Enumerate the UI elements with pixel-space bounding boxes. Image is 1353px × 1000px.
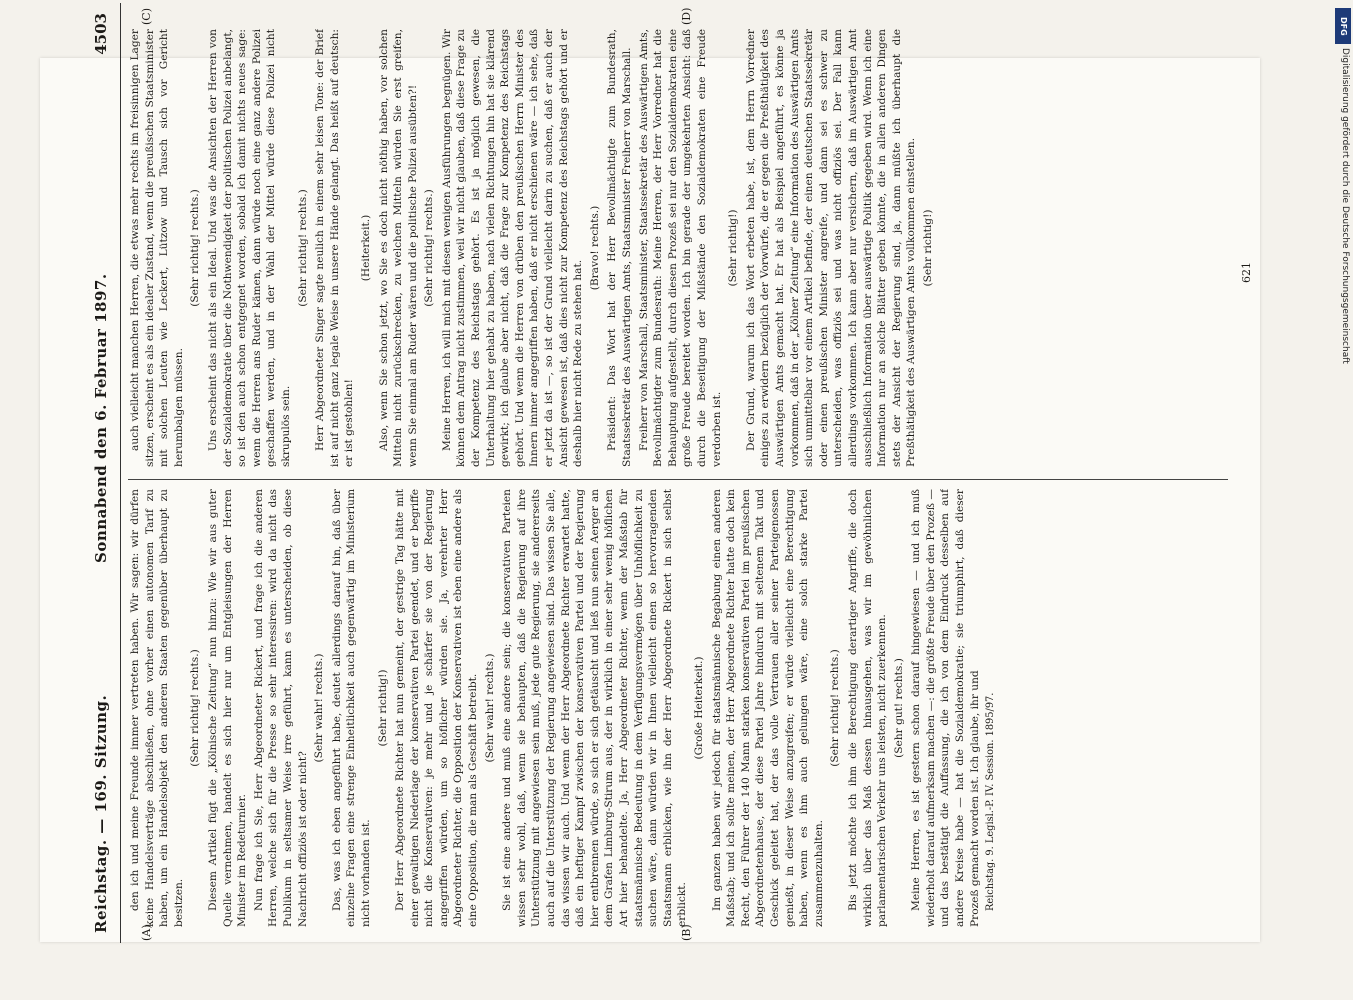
- paragraph: Sie ist eine andere und muß eine andere sein; die konservativen Parteien wissen sehr wohl, daß, wenn sie behaupten, daß die Regierung auf ihre Unterstützung mit angewiesen sein muß, jede gute Regierung, sie andererseits auch auf die Unterstützung der Regierung angewiesen sind. Das wissen Sie alle, das wissen wir auch. Und wenn der Herr Abgeordnete Richter erwartet hatte, daß ein heftiger Kampf zwischen der konservativen Partei und der Regierung hier entbrennen würde, so sich er sich getäuscht und ließ nun seinen Aerger an dem Grafen Limburg-Stirum aus, der in wirklich in einer sehr wenig höflichen Art hier behandelte. Ja, Herr Abgeordneter Richter, wenn der Maßstab für staatsmännische Bedeutung in dem Verfügungsvermögen über Unhöflichkeit zu suchen wäre, dann würden wir in Ihnen vielleicht einen so hervorragenden Staatsmann erblicken, wie ihn der Herr Abgeordnete Rickert in sich selbst erblickt.: [501, 489, 689, 927]
- interjection: (Sehr richtig! rechts.): [423, 189, 436, 307]
- interjection: (Sehr richtig! rechts.): [189, 189, 202, 307]
- interjection: (Große Heiterkeit.): [692, 656, 705, 760]
- column-divider: [128, 479, 1228, 480]
- paragraph: Meine Herren, ich will mich mit diesen wenigen Ausführungen begnügen. Wir können dem Antrag nicht zustimmen, weil wir nicht glauben, daß diese Frage zu der Kompetenz des Reichstags gehört. Es ist ja möglich gewesen, die Unterhaltung hier gehabt zu haben, nach vielen Richtungen hin hat sie klärend gewirkt; ich glaube aber nicht, daß die Frage zur Kompetenz des Reichstags gehört. Und wenn die Herren von drüben den preußischen Herrn Minister des Innern immer angegriffen haben, daß er nicht erschienen wäre — ich sehe, daß er jetzt da ist —, so ist der Grund vielleicht darin zu suchen, daß er auch der Ansicht gewesen ist, daß dies nicht zur Kompetenz des Reichstags gehört und er deshalb hier nicht Rede zu stehen hat.: [440, 29, 585, 467]
- scanned-page: [40, 7, 1260, 942]
- interjection: (Sehr richtig! rechts.): [829, 649, 842, 767]
- margin-marker-b: (B): [680, 924, 693, 941]
- margin-marker-c: (C): [140, 8, 153, 25]
- interjection: (Sehr richtig!): [921, 209, 934, 287]
- interjection: (Sehr wahr! rechts.): [313, 653, 326, 763]
- right-column: [128, 29, 1238, 467]
- paragraph: Der Herr Abgeordnete Richter hat nun gemeint, der gestrige Tag hätte mit einer gewaltigen Niederlage der konservativen Partei geendet, und er begriffe nicht die Konservativen: je mehr und je schärfer sie von der Regierung angegriffen würden, um so höflicher würden sie. Ja, verehrter Herr Abgeordneter Richter, die Opposition der Konservativen ist eben eine andere als eine Opposition, die man als Geschäft betreibt.: [394, 489, 480, 927]
- paragraph: Uns erscheint das nicht als ein Ideal. Und was die Ansichten der Herren von der Sozialdemokratie über die Nothwendigkeit der politischen Polizei anbelangt, so ist den auch schon entgegnet worden, sobald ich damit nichts neues sage: wenn die Herren ans Ruder kämen, dann würde noch eine ganz andere Polizei geschaffen werden, und in der Wahl der Mittel würde diese Polizei nicht skrupulös sein.: [206, 29, 292, 467]
- paragraph: Das, was ich eben angeführt habe, deutet allerdings darauf hin, daß über einzelne Fragen eine strenge Einheitlichkeit auch gegenwärtig im Ministerium nicht vorhanden ist.: [330, 489, 372, 927]
- interjection: (Sehr richtig!): [376, 669, 389, 747]
- dfg-notice: [1335, 8, 1351, 992]
- paragraph: Herr Abgeordneter Singer sagte neulich in einem sehr leisen Tone: der Brief ist auf nicht ganz legale Weise in unsere Hände gelangt. Das heißt auf deutsch: er ist gestohlen!: [314, 29, 356, 467]
- paragraph: Nun frage ich Sie, Herr Abgeordneter Rickert, und frage ich die anderen Herren, welche sich für die Presse so sehr interessiren: wird da nicht das Publikum in seltsamer Weise irre geführt, kann es unterscheiden, ob diese Nachricht offiziös ist oder nicht?: [252, 489, 309, 927]
- paragraph: Präsident: Das Wort hat der Herr Bevollmächtigte zum Bundesrath, Staatssekretär des Auswärtigen Amts, Staatsminister Freiherr von Marschall.: [606, 29, 633, 467]
- paragraph: Freiherr von Marschall, Staatsminister, Staatssekretär des Auswärtigen Amts, Bevollmächtigter zum Bundesrath: Meine Herren, der Herr Vorredner hat die Behauptung aufgestellt, durch diesen Prozeß sei nur den Sozialdemokraten eine große Freude bereitet worden. Ich bin gerade der umgekehrten Ansicht: daß durch die Beseitigung der Mißstände den Sozialdemokraten eine Freude verdorben ist.: [637, 29, 723, 467]
- paragraph: Bis jetzt möchte ich ihm die Berechtigung derartiger Angriffe, die doch wirklich über das Maß dessen hinausgehen, was wir im gewöhnlichen parlamentarischen Verkehr uns leisten, nicht zuerkennen.: [846, 489, 889, 927]
- paragraph: auch vielleicht manchen Herren, die etwas mehr rechts im freisinnigen Lager sitzen, erscheint es als ein idealer Zustand, wenn die preußischen Staatsminister mit solchen Leuten wie Leckert, Lützow und Tausch sich vor Gericht herumbalgen müssen.: [129, 29, 185, 467]
- interjection: (Bravo! rechts.): [588, 205, 601, 291]
- interjection: (Sehr gut! rechts.): [892, 658, 905, 758]
- page-header: [80, 3, 121, 943]
- interjection: (Sehr richtig! rechts.): [296, 189, 309, 307]
- column-footnote-number: 621: [1240, 262, 1253, 283]
- paragraph: Meine Herren, es ist gestern schon darauf hingewiesen — und ich muß wiederholt darauf aufmerksam machen —: die größte Freude über den Prozeß — und das bestätigt die Auffassung, die ich von dem Eindruck desselben auf andere Kreise habe — hat die Sozialdemokratie; sie triumphirt, daß dieser Prozeß gemacht worden ist. Ich glaube, ihr und: [910, 489, 981, 927]
- interjection: (Sehr richtig!): [727, 209, 740, 287]
- margin-marker-a: (A): [140, 924, 153, 941]
- paragraph: Also, wenn Sie schon jetzt, wo Sie es doch nicht nöthig haben, vor solchen Mitteln nicht zurückschrecken, zu welchen Mitteln würden Sie erst greifen, wenn Sie einmal am Ruder wären und die politische Polizei ausübten?!: [377, 29, 419, 467]
- left-column: [128, 489, 1238, 927]
- interjection: (Sehr wahr! rechts.): [483, 653, 496, 763]
- header-date: Sonnabend den 6. Februar 1897.: [92, 273, 110, 563]
- interjection: (Heiterkeit.): [359, 214, 372, 282]
- paragraph: Der Grund, warum ich das Wort erbeten habe, ist, dem Herrn Vorredner einiges zu erwidern bezüglich der Vorwürfe, die er gegen die Preßthätigkeit des Auswärtigen Amts gemacht hat. Er hat als Beispiel angeführt, es könne ja vorkommen, daß in der „Kölner Zeitung“ eine Information des Auswärtigen Amts sich unmittelbar vor einem Artikel befinde, der einen deutschen Staatssekretär oder einen preußischen Minister angreife, und dann sei es schwer zu unterscheiden, was offiziös sei und was nicht offiziös sei. Der Fall kann allerdings vorkommen. Ich kann aber nur versichern, daß im Auswärtigen Amt ausschließlich Information über auswärtige Politik gegeben wird. Wenn ich eine Information nur an solche Blätter geben könnte, die in allen anderen Dingen stets der Ansicht der Regierung sind, ja, dann müßte ich überhaupt die Preßthätigkeit des Auswärtigen Amts vollkommen einstellen.: [744, 29, 918, 467]
- dfg-notice-text: Digitalisierung gefördert durch die Deutsche Forschungsgemeinschaft: [1340, 48, 1350, 364]
- page-footer: Reichstag. 9. Legisl.-P. IV. Session. 1895/97.: [985, 692, 997, 911]
- header-left: Reichstag. — 169. Sitzung.: [92, 694, 110, 933]
- paragraph: Diesem Artikel fügt die „Kölnische Zeitung“ nun hinzu: Wie wir aus guter Quelle vernehmen, handelt es sich hier nur um Entgleisungen der Herren Minister im Redeturnier.: [206, 489, 249, 927]
- margin-marker-d: (D): [680, 7, 693, 25]
- interjection: (Sehr richtig! rechts.): [189, 649, 202, 767]
- rotated-page-content: [80, 3, 1260, 943]
- paragraph: den ich und meine Freunde immer vertreten haben. Wir sagen: wir dürfen keine Handelsverträge abschließen, ohne vorher einen autonomen Tarif zu haben, um ein Handelsobjekt den anderen Staaten gegenüber überhaupt zu besitzen.: [129, 489, 185, 927]
- dfg-logo: DFG: [1335, 8, 1351, 44]
- header-page-number: 4503: [92, 13, 110, 55]
- paragraph: Im ganzen haben wir jedoch für staatsmännische Begabung einen anderen Maßstab; und ich sollte meinen, der Herr Abgeordnete Richter hatte doch kein Recht, den Führer der 140 Mann starken konservativen Partei im preußischen Abgeordnetenhause, der diese Partei Jahre hindurch mit seltenem Takt und Geschick geleitet hat, der das volle Vertrauen aller seiner Parteigenossen genießt, in dieser Weise anzugreifen; er würde vielleicht eine Berechtigung haben, wenn es ihm auch gelungen wäre, eine solch starke Partei zusammenzuhalten.: [710, 489, 825, 927]
